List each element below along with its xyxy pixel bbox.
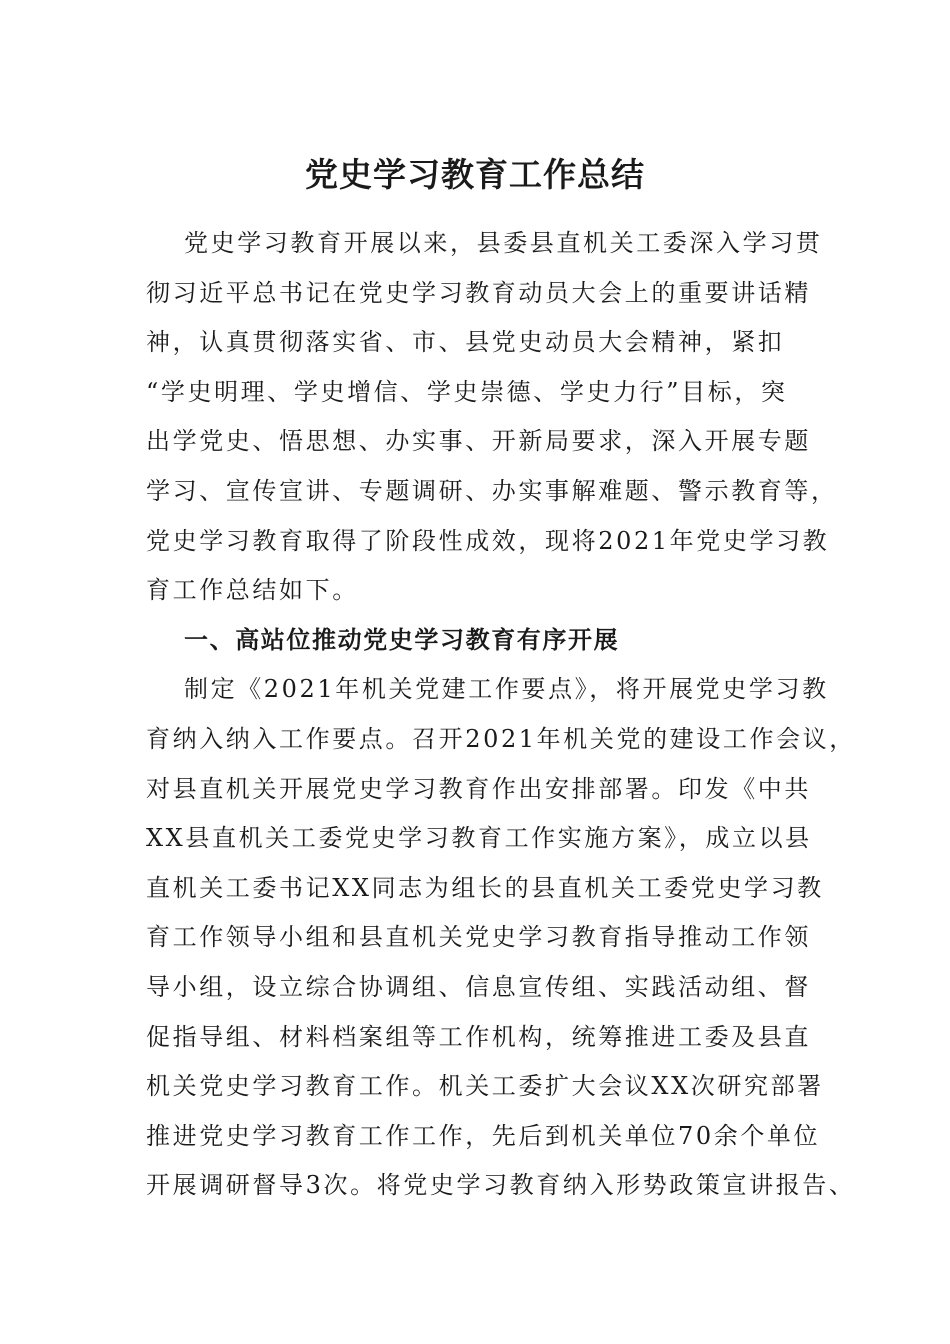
paragraph-line: XX县直机关工委党史学习教育工作实施方案》，成立以县 — [146, 824, 812, 853]
paragraph-line: 导小组，设立综合协调组、信息宣传组、实践活动组、督 — [146, 972, 811, 1001]
paragraph-line: 育纳入纳入工作要点。召开2021年机关党的建设工作会议， — [146, 724, 856, 753]
paragraph-line: 对县直机关开展党史学习教育作出安排部署。印发《中共 — [146, 774, 811, 803]
paragraph-line: 开展调研督导3次。将党史学习教育纳入形势政策宣讲报告、 — [146, 1171, 856, 1200]
paragraph-line: 促指导组、材料档案组等工作机构，统筹推进工委及县直 — [146, 1022, 811, 1051]
paragraph-line: “学史明理、学史增信、学史崇德、学史力行”目标，突 — [146, 377, 788, 406]
paragraph-line: 彻习近平总书记在党史学习教育动员大会上的重要讲话精 — [146, 278, 811, 307]
paragraph-line: 制定《2021年机关党建工作要点》，将开展党史学习教 — [184, 675, 829, 704]
paragraph-line: 神，认真贯彻落实省、市、县党史动员大会精神，紧扣 — [146, 328, 785, 357]
paragraph-line: 党史学习教育取得了阶段性成效，现将2021年党史学习教 — [146, 526, 830, 555]
document-title: 党史学习教育工作总结 — [305, 155, 645, 194]
document-body — [146, 219, 856, 1211]
paragraph-line: 机关党史学习教育工作。机关工委扩大会议XX次研究部署 — [146, 1072, 824, 1101]
section-heading: 一、高站位推动党史学习教育有序开展 — [184, 625, 620, 654]
paragraph-line: 育工作总结如下。 — [146, 576, 359, 605]
paragraph-line: 党史学习教育开展以来，县委县直机关工委深入学习贯 — [184, 229, 823, 257]
paragraph-line: 直机关工委书记XX同志为组长的县直机关工委党史学习教 — [146, 873, 824, 902]
paragraph-line: 学习、宣传宣讲、专题调研、办实事解难题、警示教育等， — [146, 476, 838, 505]
paragraph-line: 育工作领导小组和县直机关党史学习教育指导推动工作领 — [146, 923, 811, 952]
paragraph-line: 出学党史、悟思想、办实事、开新局要求，深入开展专题 — [146, 427, 811, 456]
paragraph-line: 推进党史学习教育工作工作，先后到机关单位70余个单位 — [146, 1121, 821, 1150]
